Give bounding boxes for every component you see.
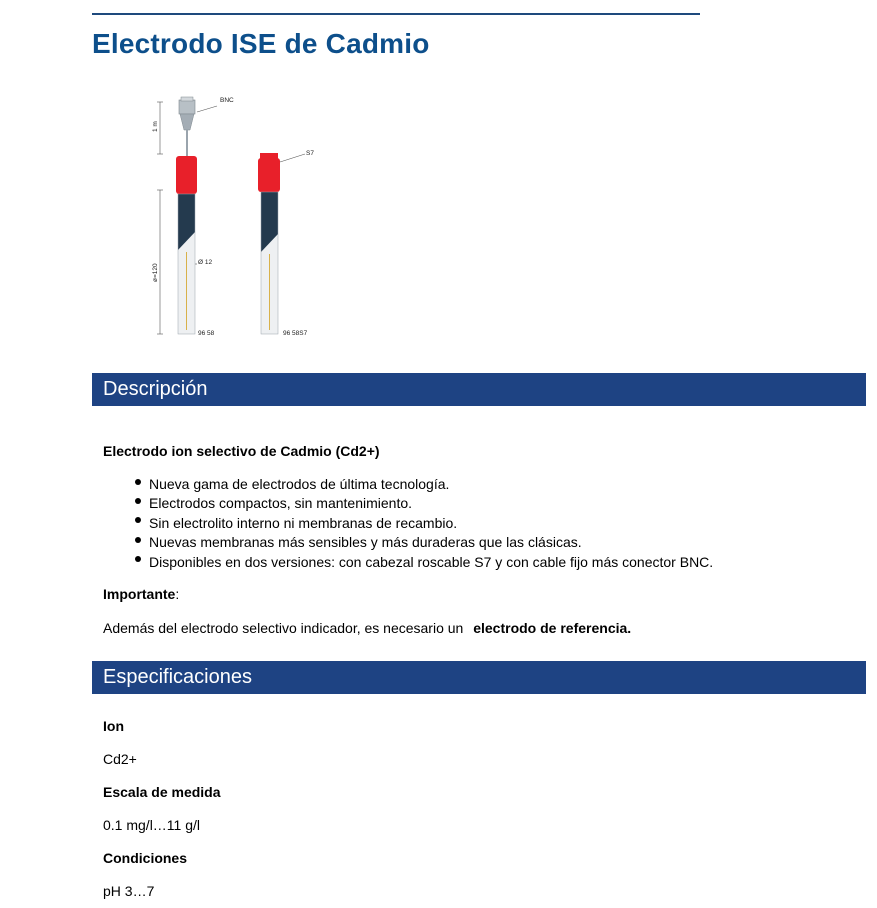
s7-label: S7 xyxy=(306,150,314,157)
important-note: Además del electrodo selectivo indicador, es necesario un electrodo de referencia. xyxy=(103,620,632,636)
page-title: Electrodo ISE de Cadmio xyxy=(92,28,430,59)
list-item: Nueva gama de electrodos de última tecnología. xyxy=(132,475,713,494)
spec-value-ion: Cd2+ xyxy=(103,751,137,767)
spec-value-conditions: pH 3…7 xyxy=(103,883,155,899)
length-label: ø=120 xyxy=(152,263,159,282)
list-item: Sin electrolito interno ni membranas de recambio. xyxy=(132,514,713,533)
description-subtitle: Electrodo ion selectivo de Cadmio (Cd2+) xyxy=(103,443,380,459)
spec-value-range: 0.1 mg/l…11 g/l xyxy=(103,817,201,833)
spec-label-range: Escala de medida xyxy=(103,784,221,800)
list-item: Nuevas membranas más sensibles y más duraderas que las clásicas. xyxy=(132,533,713,552)
diameter-label: Ø 12 xyxy=(198,259,213,266)
bnc-label: BNC xyxy=(220,97,234,104)
bullet-icon xyxy=(135,479,141,485)
section-header-specifications: Especificaciones xyxy=(92,661,866,694)
bullet-icon xyxy=(135,517,141,523)
model-label-2: 96 58S7 xyxy=(283,330,308,337)
spec-label-ion: Ion xyxy=(103,718,124,734)
section-header-description: Descripción xyxy=(92,373,866,406)
s7-electrode xyxy=(258,153,280,334)
feature-list xyxy=(132,475,713,572)
bullet-icon xyxy=(135,498,141,504)
cable-length-label: 1 m xyxy=(152,121,159,132)
top-rule xyxy=(92,13,700,15)
spec-label-conditions: Condiciones xyxy=(103,850,188,866)
model-label-1: 96 58 xyxy=(198,330,215,337)
bullet-icon xyxy=(135,537,141,543)
reference-electrode-text: electrodo de referencia. xyxy=(473,620,632,636)
list-item: Electrodos compactos, sin mantenimiento. xyxy=(132,494,713,513)
electrode-diagram xyxy=(140,92,340,342)
bnc-electrode xyxy=(176,97,197,334)
bullet-icon xyxy=(135,556,141,562)
list-item: Disponibles en dos versiones: con cabezal roscable S7 y con cable fijo más conector BNC. xyxy=(132,553,713,572)
important-label: Importante: xyxy=(103,586,180,602)
